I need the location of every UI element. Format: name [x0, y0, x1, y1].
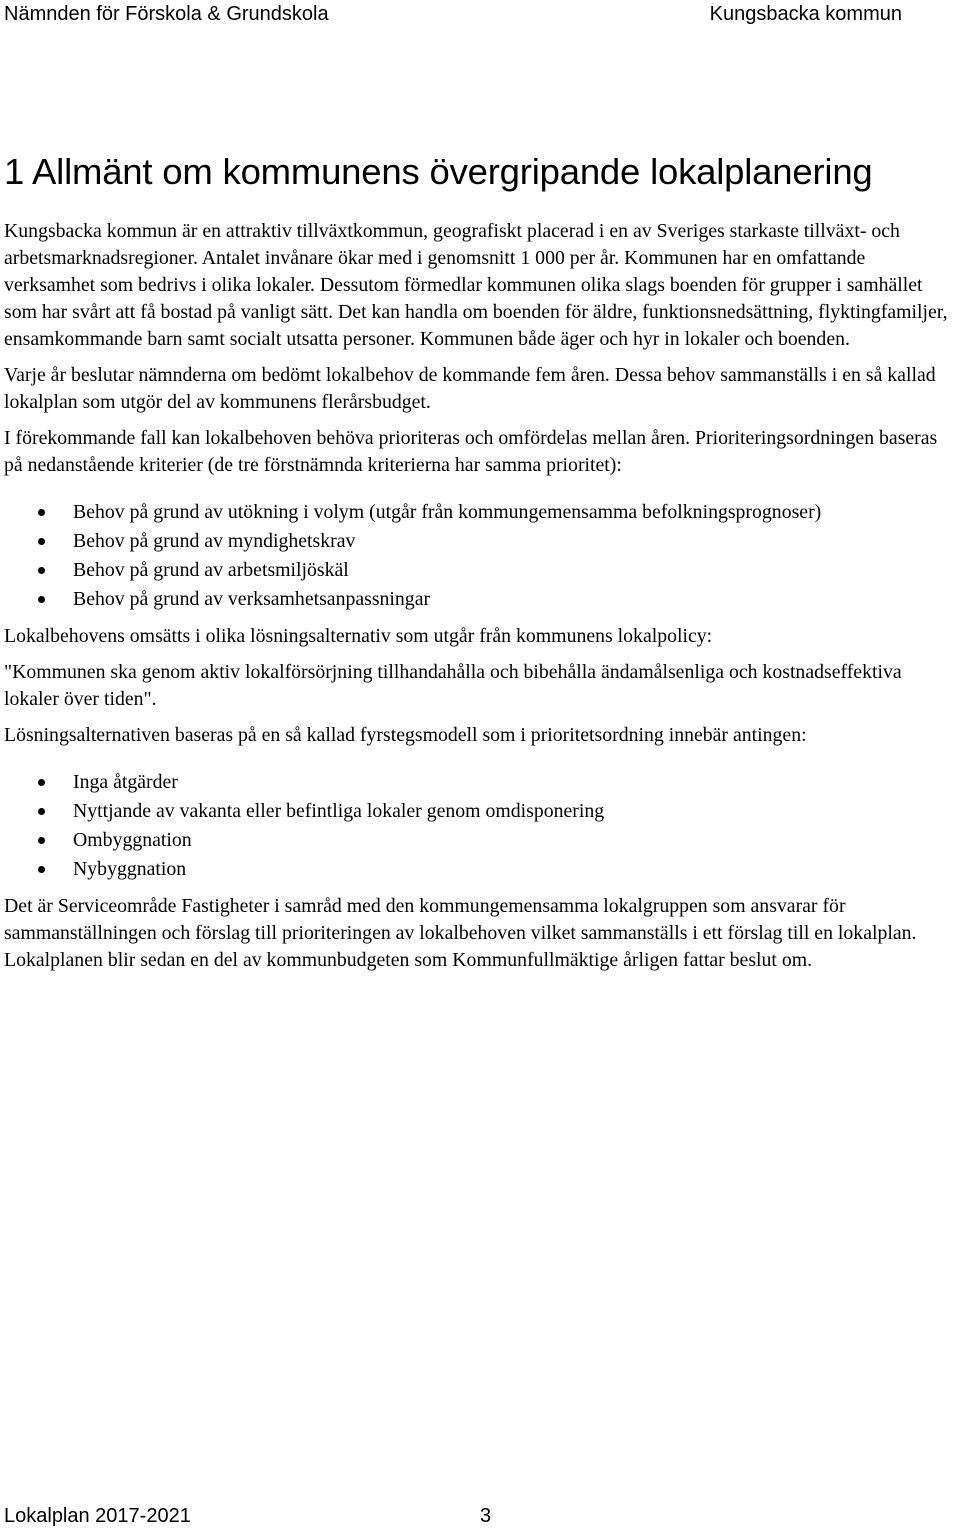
document-body — [4, 218, 958, 983]
bullet-icon — [38, 509, 45, 516]
list-item-text: Behov på grund av myndighetskrav — [73, 530, 356, 552]
bullet-icon — [38, 538, 45, 545]
list-item — [4, 826, 958, 855]
paragraph-prioritization: I förekommande fall kan lokalbehoven behöva prioriteras och omfördelas mellan åren. Prioriteringsordningen baseras på nedanstående kriterier (de tre förstnämnda kriterierna har samma prioritet): — [4, 427, 938, 476]
list-item-text: Inga åtgärder — [73, 771, 178, 793]
bullet-icon — [38, 596, 45, 603]
paragraph-solution-alternatives: Lokalbehovens omsätts i olika lösningsalternativ som utgår från kommunens lokalpolicy: — [4, 625, 713, 647]
header-committee-name: Nämnden för Förskola & Grundskola — [4, 3, 329, 25]
section-title: 1 Allmänt om kommunens övergripande lokalplanering — [4, 151, 873, 192]
paragraph-intro: Kungsbacka kommun är en attraktiv tillväxtkommun, geografiskt placerad i en av Sveriges starkaste tillväxt- och arbetsmarknadsregioner. Antalet invånare ökar med i genomsnitt 1 000 per år. Kommunen har en omfattande verksamhet som bedrivs i olika lokaler. Dessutom förmedlar kommunen olika slags boenden för grupper i samhället som har svårt att få bostad på vanligt sätt. Det kan handla om boenden för äldre, funktionsnedsättning, flyktingfamiljer, ensamkommande barn samt socialt utsatta personer. Kommunen både äger och hyr in lokaler och boenden. — [4, 220, 948, 350]
list-item — [4, 768, 958, 797]
bullet-icon — [38, 866, 45, 873]
paragraph-policy-quote: "Kommunen ska genom aktiv lokalförsörjning tillhandahålla och bibehålla ändamålsenliga och kostnadseffektiva lokaler över tiden". — [4, 661, 902, 710]
priority-criteria-list — [4, 498, 958, 614]
header-municipality-name: Kungsbacka kommun — [709, 3, 902, 25]
list-item — [4, 797, 958, 826]
list-item-text: Behov på grund av utökning i volym (utgår från kommungemensamma befolkningsprognoser) — [73, 501, 822, 523]
page-number: 3 — [480, 1505, 492, 1527]
bullet-icon — [38, 567, 45, 574]
paragraph-responsibility: Det är Serviceområde Fastigheter i samråd med den kommungemensamma lokalgruppen som ansvarar för sammanställningen och förslag till prioriteringen av lokalbehoven vilket sammanställs i ett förslag till en lokalplan. Lokalplanen blir sedan en del av kommunbudgeten som Kommunfullmäktige årligen fattar beslut om. — [4, 895, 917, 971]
list-item-text: Ombyggnation — [73, 829, 192, 851]
page-header — [4, 0, 902, 28]
paragraph-four-step-model: Lösningsalternativen baseras på en så kallad fyrstegsmodell som i prioritetsordning innebär antingen: — [4, 724, 807, 746]
list-item — [4, 498, 958, 527]
bullet-icon — [38, 779, 45, 786]
list-item-text: Behov på grund av arbetsmiljöskäl — [73, 559, 349, 581]
list-item — [4, 855, 958, 884]
list-item-text: Nyttjande av vakanta eller befintliga lokaler genom omdisponering — [73, 800, 605, 822]
list-item — [4, 527, 958, 556]
list-item-text: Behov på grund av verksamhetsanpassningar — [73, 588, 431, 610]
paragraph-annual-decision: Varje år beslutar nämnderna om bedömt lokalbehov de kommande fem åren. Dessa behov sammanställs i en så kallad lokalplan som utgör del av kommunens flerårsbudget. — [4, 364, 936, 413]
list-item — [4, 556, 958, 585]
bullet-icon — [38, 837, 45, 844]
bullet-icon — [38, 808, 45, 815]
page-footer — [4, 1503, 504, 1529]
list-item-text: Nybyggnation — [73, 858, 187, 880]
footer-document-title: Lokalplan 2017-2021 — [4, 1505, 191, 1527]
four-step-model-list — [4, 768, 958, 884]
list-item — [4, 585, 958, 614]
